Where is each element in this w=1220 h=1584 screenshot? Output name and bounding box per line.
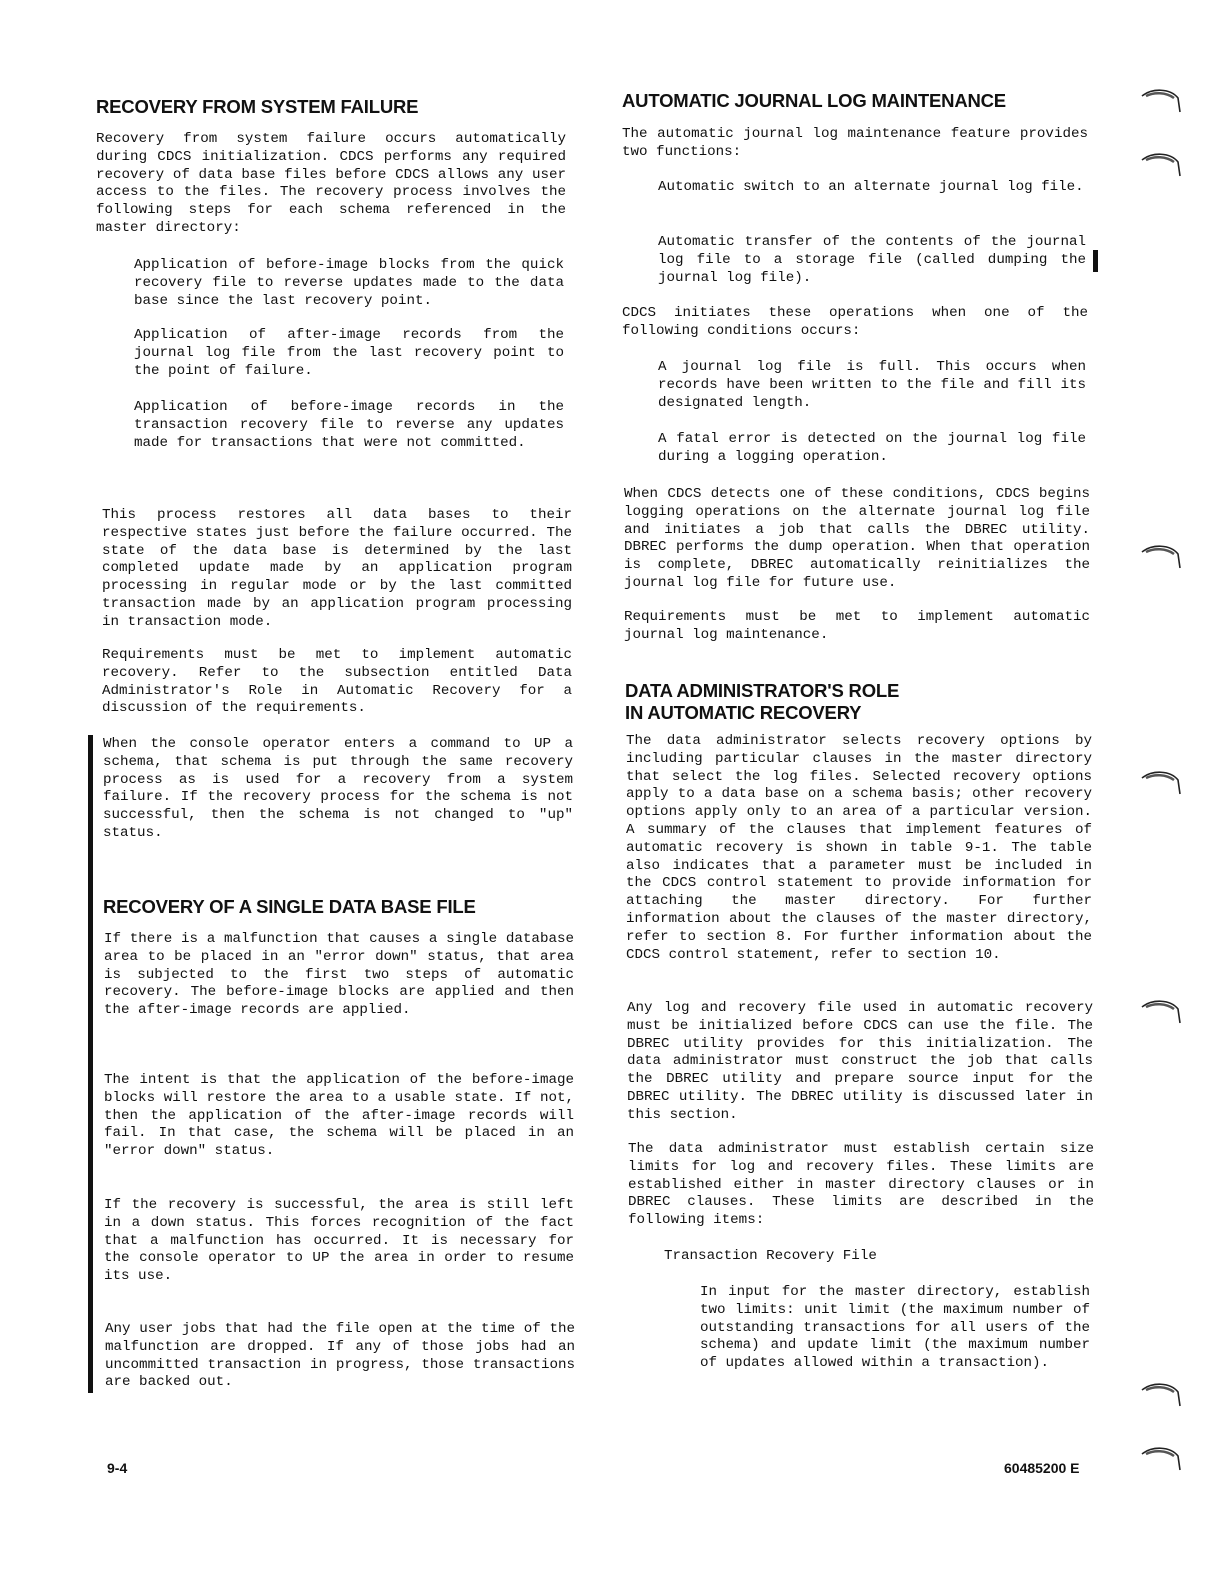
change-bar [88,735,93,1393]
paragraph: Any log and recovery file used in automatic recovery must be initialized before CDCS can use the file. The DBREC utility provides for this initialization. The data administrator must construct the job that calls the DBREC utility and prepare source input for the DBREC utility. The DBREC utility is discussed later in this section. [627,1000,1093,1123]
list-item: Automatic switch to an alternate journal log file. [658,179,1084,195]
paragraph: The intent is that the application of the before-image blocks will restore the area to a usable state. If not, then the application of the after-image records will fail. In that case, the schema will be placed in an "error down" status. [104,1072,574,1160]
paragraph: This process restores all data bases to their respective states just before the failure occurred. The state of the data base is determined by the last completed update made by an application program processing in regular mode or by the last committed transaction made by an application program processing in transaction mode. [102,507,572,630]
heading-recovery-from-system-failure: RECOVERY FROM SYSTEM FAILURE [96,96,419,117]
paragraph: When the console operator enters a command to UP a schema, that schema is put through the same recovery process as is used for a recovery from a system failure. If the recovery process for the schema is not successful, then the schema is not changed to "up" status. [103,736,573,841]
item-title: Transaction Recovery File [664,1248,877,1264]
list-item: A journal log file is full. This occurs when records have been written to the file and fill its designated length. [658,359,1086,411]
paragraph: If there is a malfunction that causes a single database area to be placed in an "error down" status, that area is subjected to the first two steps of automatic recovery. The before-image blocks are applied and then the after-image records are applied. [104,931,574,1019]
punch-hole-mark [1140,1442,1184,1472]
document-number: 60485200 E [1004,1460,1080,1476]
change-bar [1093,250,1098,272]
paragraph: Any user jobs that had the file open at the time of the malfunction are dropped. If any of those jobs had an uncommitted transaction in progress, those transactions are backed out. [105,1321,575,1391]
paragraph: When CDCS detects one of these conditions, CDCS begins logging operations on the alternate journal log file and initiates a job that calls the DBREC utility. DBREC performs the dump operation. When that operation is complete, DBREC automatically reinitializes the journal log file for future use. [624,486,1090,591]
punch-hole-mark [1140,766,1184,796]
paragraph: Recovery from system failure occurs automatically during CDCS initialization. CDCS performs any required recovery of data base files before CDCS allows any user access to the files. The recovery process involves the following steps for each schema referenced in the master directory: [96,131,566,236]
punch-hole-mark [1140,84,1184,114]
paragraph: The data administrator must establish certain size limits for log and recovery files. These limits are established either in master directory clauses or in DBREC clauses. These limits are described in the following items: [628,1141,1094,1229]
punch-hole-mark [1140,995,1184,1025]
heading-recovery-of-single-data-base-file: RECOVERY OF A SINGLE DATA BASE FILE [103,896,476,917]
heading-automatic-journal-log-maintenance: AUTOMATIC JOURNAL LOG MAINTENANCE [622,90,1006,111]
list-item: A fatal error is detected on the journal log file during a logging operation. [658,431,1086,465]
item-text: In input for the master directory, establish two limits: unit limit (the maximum number of outstanding transactions for all users of the schema) and update limit (the maximum number of updates allowed within a transaction). [700,1284,1090,1372]
punch-hole-mark [1140,1378,1184,1408]
paragraph: The automatic journal log maintenance feature provides two functions: [622,126,1088,160]
heading-in-automatic-recovery: IN AUTOMATIC RECOVERY [625,702,862,723]
list-item: Application of before-image records in the transaction recovery file to reverse any updates made for transactions that were not committed. [134,399,564,451]
heading-data-administrators-role: DATA ADMINISTRATOR'S ROLE [625,680,900,701]
list-item: Automatic transfer of the contents of the journal log file to a storage file (called dumping the journal log file). [658,234,1086,286]
paragraph: Requirements must be met to implement automatic journal log maintenance. [624,609,1090,643]
paragraph: The data administrator selects recovery options by including particular clauses in the master directory that select the log files. Selected recovery options apply to a data base on a schema basis; other recovery options apply only to an area of a particular version. A summary of the clauses that implement features of automatic recovery is shown in table 9-1. The table also indicates that a parameter must be included in the CDCS control statement to provide information for attaching the master directory. For further information about the clauses of the master directory, refer to section 8. For further information about the CDCS control statement, refer to section 10. [626,733,1092,963]
list-item: Application of after-image records from the journal log file from the last recovery point to the point of failure. [134,327,564,379]
punch-hole-mark [1140,148,1184,178]
paragraph: Requirements must be met to implement automatic recovery. Refer to the subsection entitled Data Administrator's Role in Automatic Recovery for a discussion of the requirements. [102,647,572,717]
list-item: Application of before-image blocks from the quick recovery file to reverse updates made to the data base since the last recovery point. [134,257,564,309]
page-number: 9-4 [107,1460,128,1476]
paragraph: If the recovery is successful, the area is still left in a down status. This forces recognition of the fact that a malfunction has occurred. It is necessary for the console operator to UP the area in order to resume its use. [104,1197,574,1285]
punch-hole-mark [1140,540,1184,570]
paragraph: CDCS initiates these operations when one of the following conditions occurs: [622,305,1088,339]
